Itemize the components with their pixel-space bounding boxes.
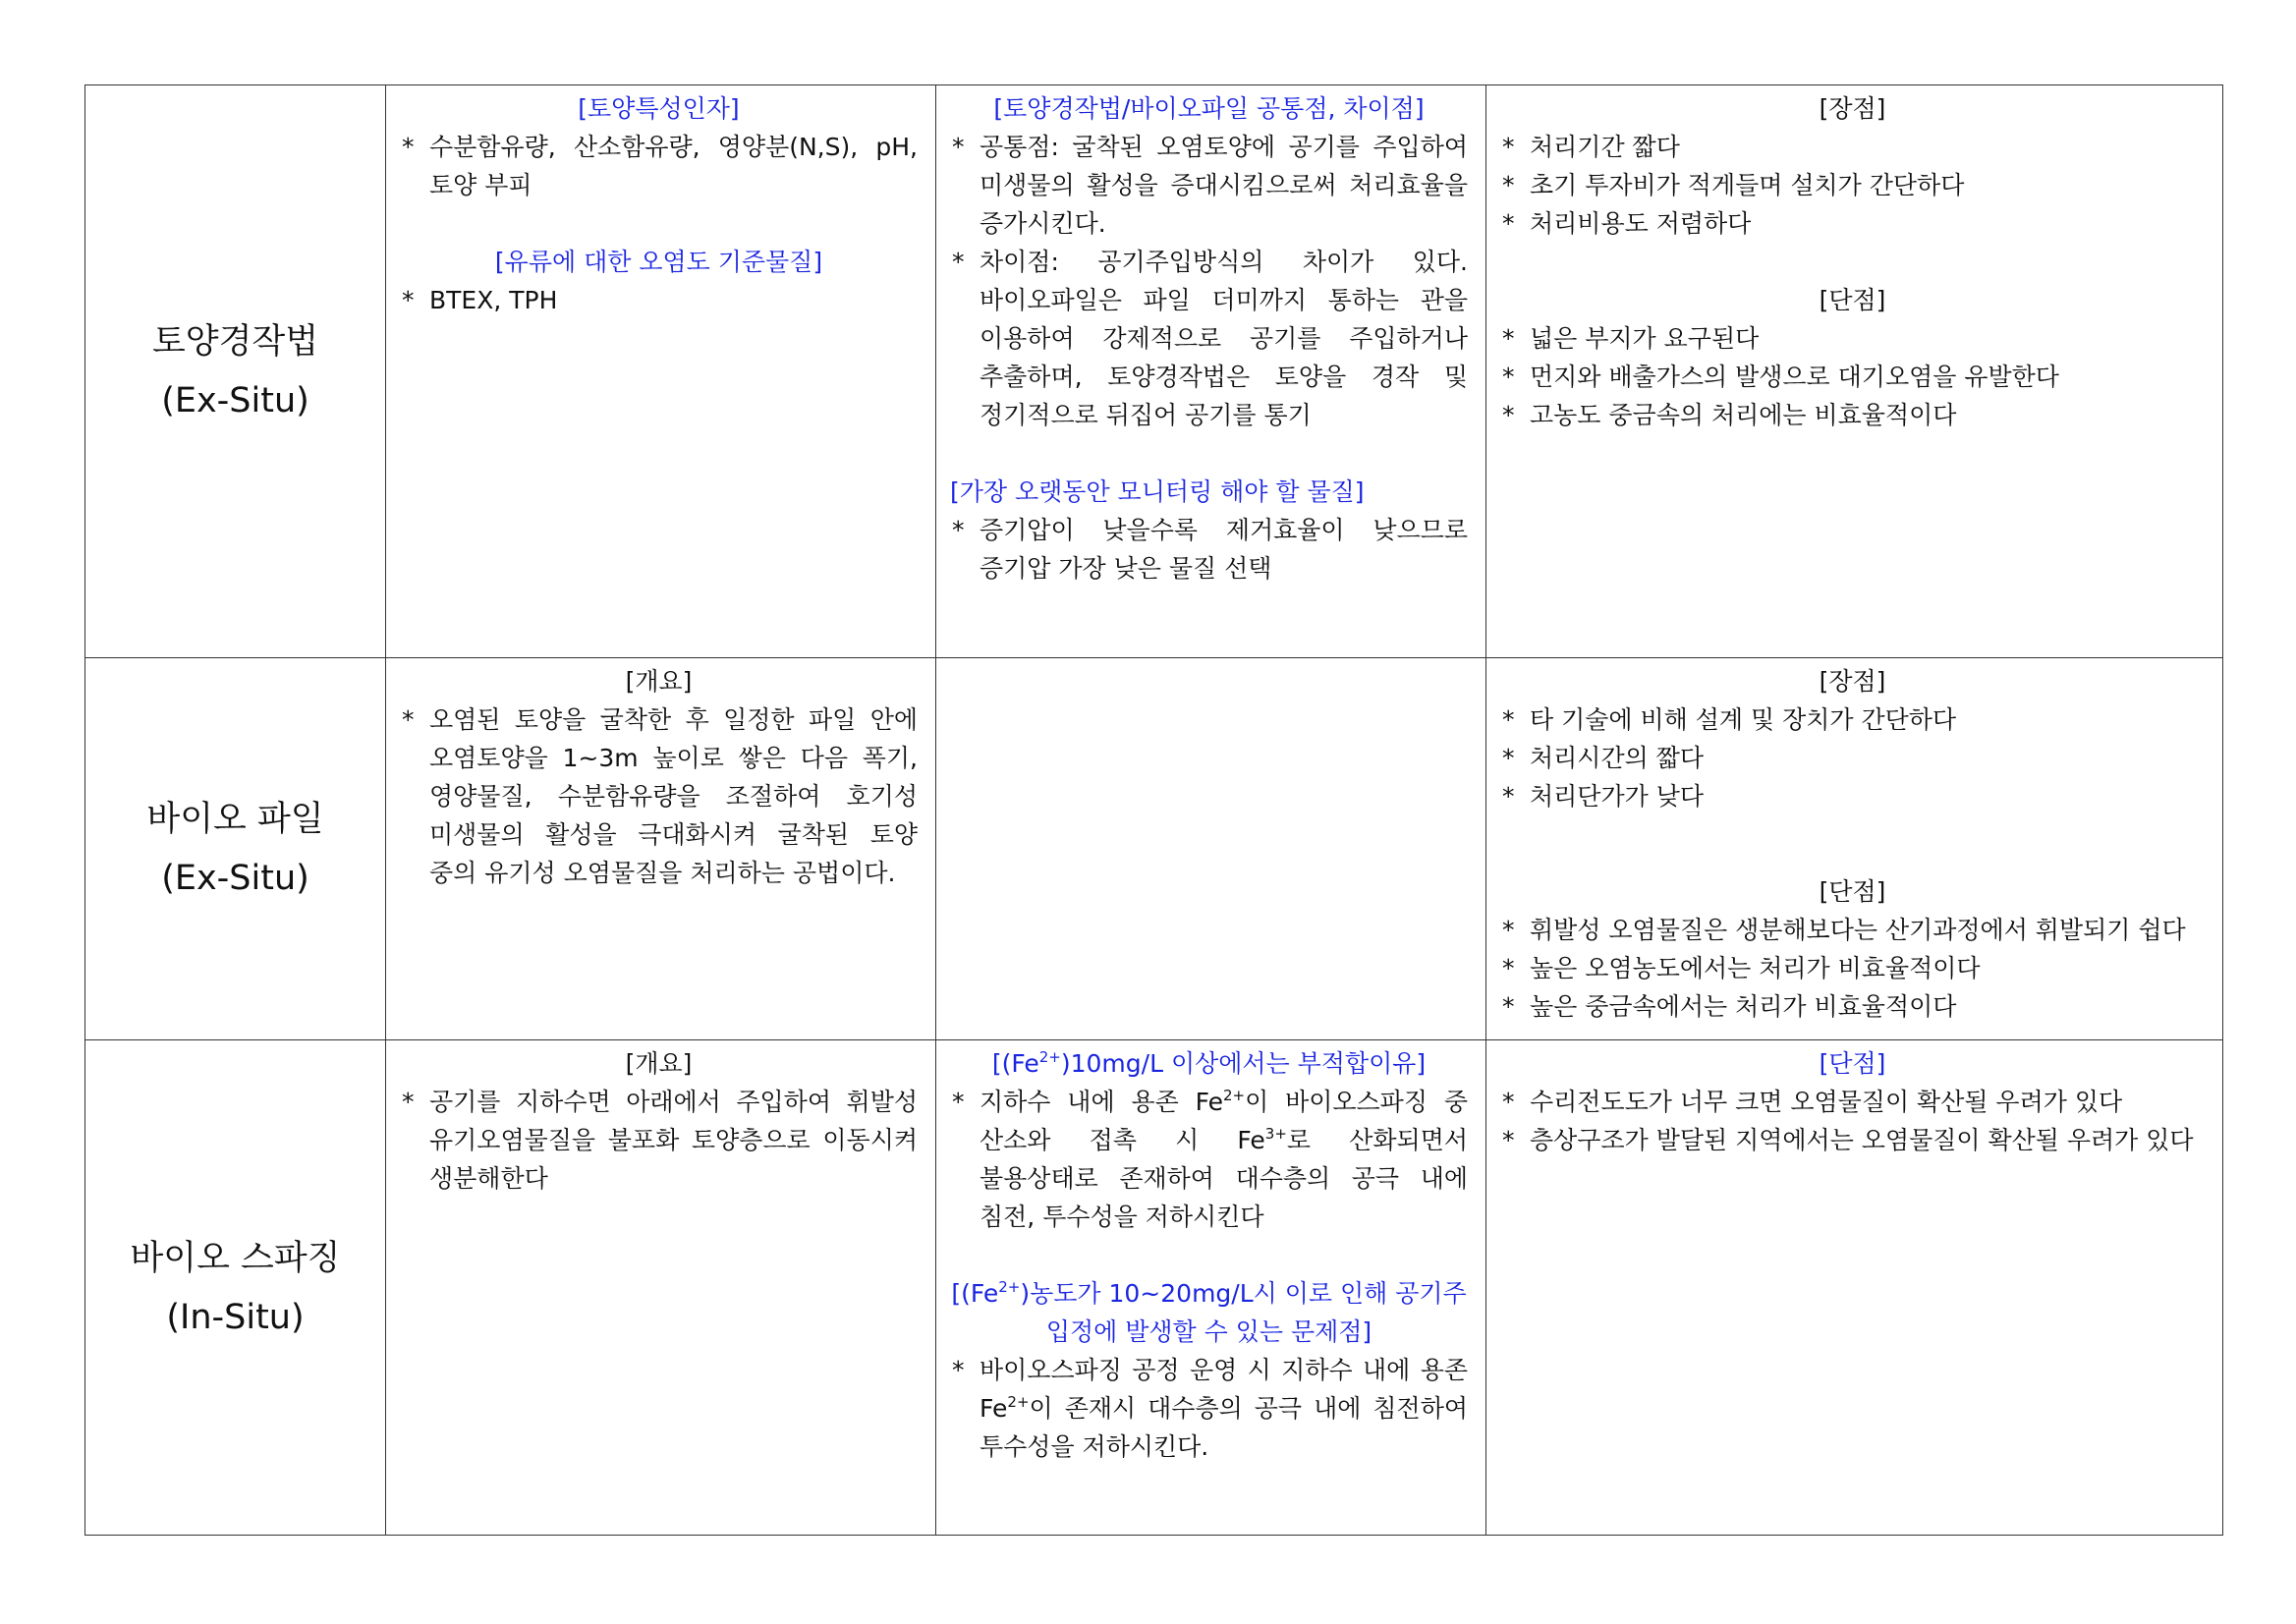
list-item: * 증기압이 낮을수록 제거효율이 낮으므로 증기압 가장 낮은 물질 선택 xyxy=(950,511,1468,588)
overview-cell xyxy=(386,1040,936,1536)
method-name-cell xyxy=(85,85,386,658)
cons-header: [단점] xyxy=(1819,286,1886,314)
list-item: * 처리기간 짧다 xyxy=(1500,128,2205,166)
list-item: * 넓은 부지가 요구된다 xyxy=(1500,319,2205,358)
table-row xyxy=(85,1040,2223,1536)
section-header: [가장 오랫동안 모니터링 해야 할 물질] xyxy=(950,477,1365,506)
list-item: * 처리시간의 짧다 xyxy=(1500,739,2205,777)
overview-cell xyxy=(386,658,936,1040)
section-header: [토양경작법/바이오파일 공통점, 차이점] xyxy=(993,94,1425,123)
list-item: * 층상구조가 발달된 지역에서는 오염물질이 확산될 우려가 있다 xyxy=(1500,1121,2205,1159)
list-item: * 초기 투자비가 적게들며 설치가 간단하다 xyxy=(1500,166,2205,204)
table-row xyxy=(85,85,2223,658)
section-header: [개요] xyxy=(625,1049,693,1078)
table-row xyxy=(85,658,2223,1040)
list-item: * 높은 오염농도에서는 처리가 비효율적이다 xyxy=(1500,949,2205,987)
method-type: (Ex-Situ) xyxy=(161,859,309,898)
method-name: 바이오 파일 xyxy=(146,800,324,839)
iron-issue-cell xyxy=(936,1040,1486,1536)
section-header: [토양특성인자] xyxy=(578,94,740,123)
pros-cons-cell xyxy=(1486,85,2223,658)
list-item: * 휘발성 오염물질은 생분해보다는 산기과정에서 휘발되기 쉽다 xyxy=(1500,911,2205,949)
list-item: * 먼지와 배출가스의 발생으로 대기오염을 유발한다 xyxy=(1500,358,2205,396)
list-item: * 타 기술에 비해 설계 및 장치가 간단하다 xyxy=(1500,700,2205,739)
pros-header: [장점] xyxy=(1819,667,1886,696)
list-item: * 차이점: 공기주입방식의 차이가 있다. 바이오파일은 파일 더미까지 통하는 관을 이용하여 강제적으로 공기를 주입하거나 추출하며, 토양경작법은 토양을 경작 및 정기적으로 뒤집어 공기를 통기 xyxy=(950,243,1468,434)
method-type: (Ex-Situ) xyxy=(161,381,309,420)
list-item: * 수분함유량, 산소함유량, 영양분(N,S), pH, 토양 부피 xyxy=(400,128,918,204)
method-name-cell xyxy=(85,1040,386,1536)
method-name: 바이오 스파징 xyxy=(130,1238,341,1278)
cons-header: [단점] xyxy=(1819,1049,1886,1078)
method-name: 토양경작법 xyxy=(151,322,319,362)
method-type: (In-Situ) xyxy=(166,1297,305,1337)
comparison-cell xyxy=(936,85,1486,658)
list-item: * 바이오스파징 공정 운영 시 지하수 내에 용존 $Fe^{2+}$이 존재시 대수층의 공극 내에 침전하여 투수성을 저하시킨다. xyxy=(950,1351,1468,1466)
list-item: * 높은 중금속에서는 처리가 비효율적이다 xyxy=(1500,987,2205,1026)
cons-cell xyxy=(1486,1040,2223,1536)
pros-header: [장점] xyxy=(1819,94,1886,123)
empty-cell xyxy=(936,658,1486,1040)
list-item: * BTEX, TPH xyxy=(400,281,918,319)
factors-cell xyxy=(386,85,936,658)
section-header: [$(Fe^{2+})10mg/L$ 이상에서는 부적합이유] xyxy=(991,1048,1427,1078)
list-item: * 오염된 토양을 굴착한 후 일정한 파일 안에 오염토양을 1~3m 높이로 쌓은 다음 폭기, 영양물질, 수분함유량을 조절하여 호기성 미생물의 활성을 극대화시켜 굴착된 토양 중의 유기성 오염물질을 처리하는 공법이다. xyxy=(400,700,918,892)
list-item: * 처리단가가 낮다 xyxy=(1500,777,2205,815)
cons-header: [단점] xyxy=(1819,877,1886,906)
list-item: * 수리전도도가 너무 크면 오염물질이 확산될 우려가 있다 xyxy=(1500,1083,2205,1121)
section-header: [$(Fe^{2+})$농도가 10~20mg/L시 이로 인해 공기주입정에 발생할 수 있는 문제점] xyxy=(951,1278,1467,1346)
section-header: [유류에 대한 오염도 기준물질] xyxy=(494,248,823,276)
comparison-table xyxy=(84,84,2223,1536)
list-item: * 공기를 지하수면 아래에서 주입하여 휘발성 유기오염물질을 불포화 토양층으로 이동시켜 생분해한다 xyxy=(400,1083,918,1198)
method-name-cell xyxy=(85,658,386,1040)
list-item: * 처리비용도 저렴하다 xyxy=(1500,204,2205,243)
section-header: [개요] xyxy=(625,667,693,696)
list-item: * 공통점: 굴착된 오염토양에 공기를 주입하여 미생물의 활성을 증대시킴으로써 처리효율을 증가시킨다. xyxy=(950,128,1468,243)
pros-cons-cell xyxy=(1486,658,2223,1040)
list-item: * 고농도 중금속의 처리에는 비효율적이다 xyxy=(1500,396,2205,434)
list-item: * 지하수 내에 용존 $Fe^{2+}$이 바이오스파징 중 산소와 접촉 시 $Fe^{3+}$로 산화되면서 불용상태로 존재하여 대수층의 공극 내에 침전, 투수성을 저하시킨다 xyxy=(950,1083,1468,1236)
